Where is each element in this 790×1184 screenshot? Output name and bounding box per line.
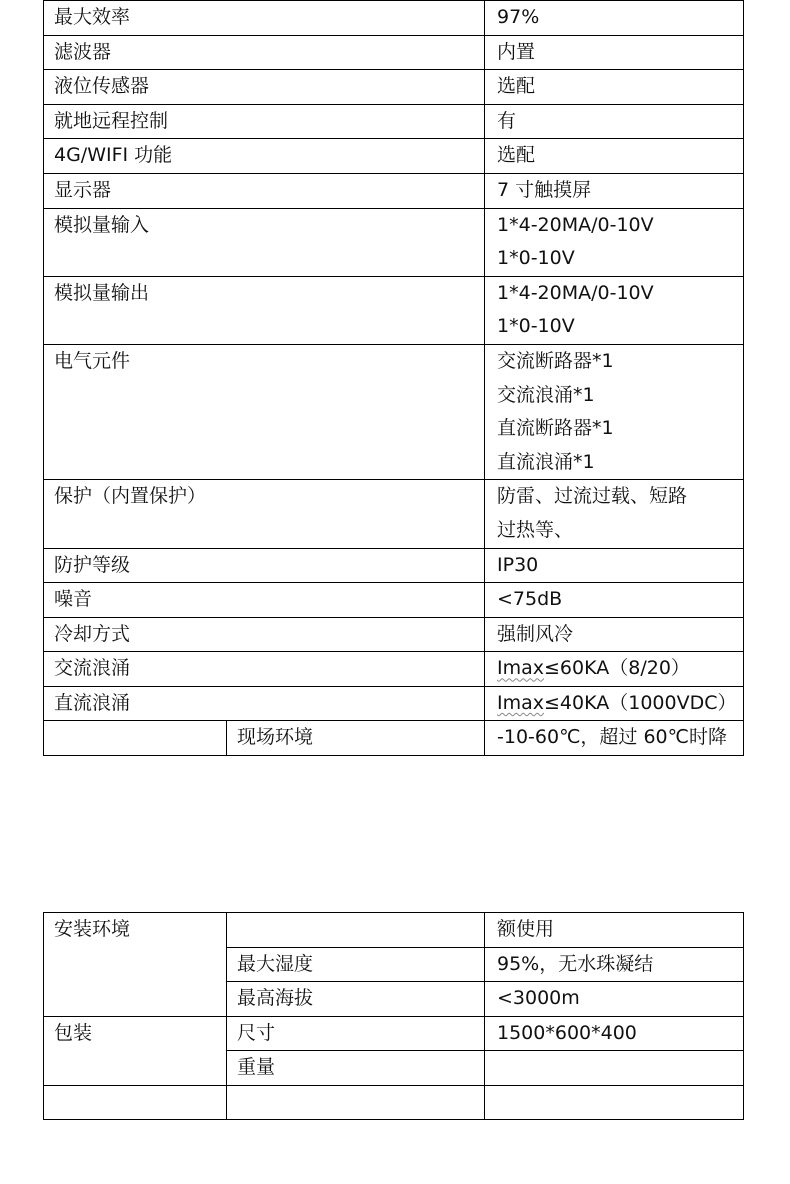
row-sub-label: 尺寸 (227, 1016, 485, 1051)
table-row (44, 583, 744, 618)
table-row (44, 104, 744, 139)
table-row (44, 208, 744, 276)
row-label: 模拟量输出 (44, 276, 485, 344)
row-value: 95%，无水珠凝结 (485, 947, 744, 982)
row-value: 选配 (485, 139, 744, 174)
table-row (44, 70, 744, 105)
row-label: 电气元件 (44, 344, 485, 479)
row-label: 最大效率 (44, 1, 485, 36)
row-value: 防雷、过流过载、短路 过热等、 (485, 480, 744, 548)
row-value: 额使用 (485, 913, 744, 948)
row-value: 1*4-20MA/0-10V 1*0-10V (485, 208, 744, 276)
row-sub-label: 重量 (227, 1051, 485, 1086)
table-row (44, 686, 744, 721)
row-value: 1*4-20MA/0-10V 1*0-10V (485, 276, 744, 344)
empty-cell (485, 1085, 744, 1119)
row-value: <75dB (485, 583, 744, 618)
row-value: Imax≤60KA（8/20） (485, 652, 744, 687)
table-row (44, 173, 744, 208)
table-row (44, 139, 744, 174)
spec-table-bottom (43, 912, 744, 1120)
table-row (44, 35, 744, 70)
row-value (485, 1051, 744, 1086)
table-row (44, 617, 744, 652)
empty-cell (44, 1085, 227, 1119)
row-value: 选配 (485, 70, 744, 105)
row-label: 就地远程控制 (44, 104, 485, 139)
row-label (44, 721, 227, 756)
table-row (44, 344, 744, 479)
row-label: 4G/WIFI 功能 (44, 139, 485, 174)
empty-cell (227, 1085, 485, 1119)
row-label: 保护（内置保护） (44, 480, 485, 548)
row-value: 强制风冷 (485, 617, 744, 652)
table-row-empty (44, 1085, 744, 1119)
row-value: <3000m (485, 982, 744, 1017)
table-row (44, 1, 744, 36)
table-row (44, 652, 744, 687)
row-value: -10-60℃，超过 60℃时降 (485, 721, 744, 756)
row-value: 97% (485, 1, 744, 36)
row-sub-label: 最大湿度 (227, 947, 485, 982)
row-sub-label: 最高海拔 (227, 982, 485, 1017)
table-row (44, 721, 744, 756)
row-label: 防护等级 (44, 548, 485, 583)
row-value: Imax≤40KA（1000VDC） (485, 686, 744, 721)
row-label: 滤波器 (44, 35, 485, 70)
spec-table-top (43, 0, 744, 756)
row-value: 有 (485, 104, 744, 139)
row-label: 冷却方式 (44, 617, 485, 652)
row-value: IP30 (485, 548, 744, 583)
row-sub-label: 现场环境 (227, 721, 485, 756)
row-value: 内置 (485, 35, 744, 70)
table-row (44, 276, 744, 344)
table-row (44, 1016, 744, 1051)
row-value: 7 寸触摸屏 (485, 173, 744, 208)
install-env-label: 安装环境 (44, 913, 227, 1017)
row-value: 交流断路器*1 交流浪涌*1 直流断路器*1 直流浪涌*1 (485, 344, 744, 479)
row-value: 1500*600*400 (485, 1016, 744, 1051)
row-label: 显示器 (44, 173, 485, 208)
row-label: 交流浪涌 (44, 652, 485, 687)
row-sub-label (227, 913, 485, 948)
table-row (44, 548, 744, 583)
row-label: 直流浪涌 (44, 686, 485, 721)
row-label: 液位传感器 (44, 70, 485, 105)
packaging-label: 包装 (44, 1016, 227, 1085)
row-label: 噪音 (44, 583, 485, 618)
table-row (44, 913, 744, 948)
table-row (44, 480, 744, 548)
row-label: 模拟量输入 (44, 208, 485, 276)
